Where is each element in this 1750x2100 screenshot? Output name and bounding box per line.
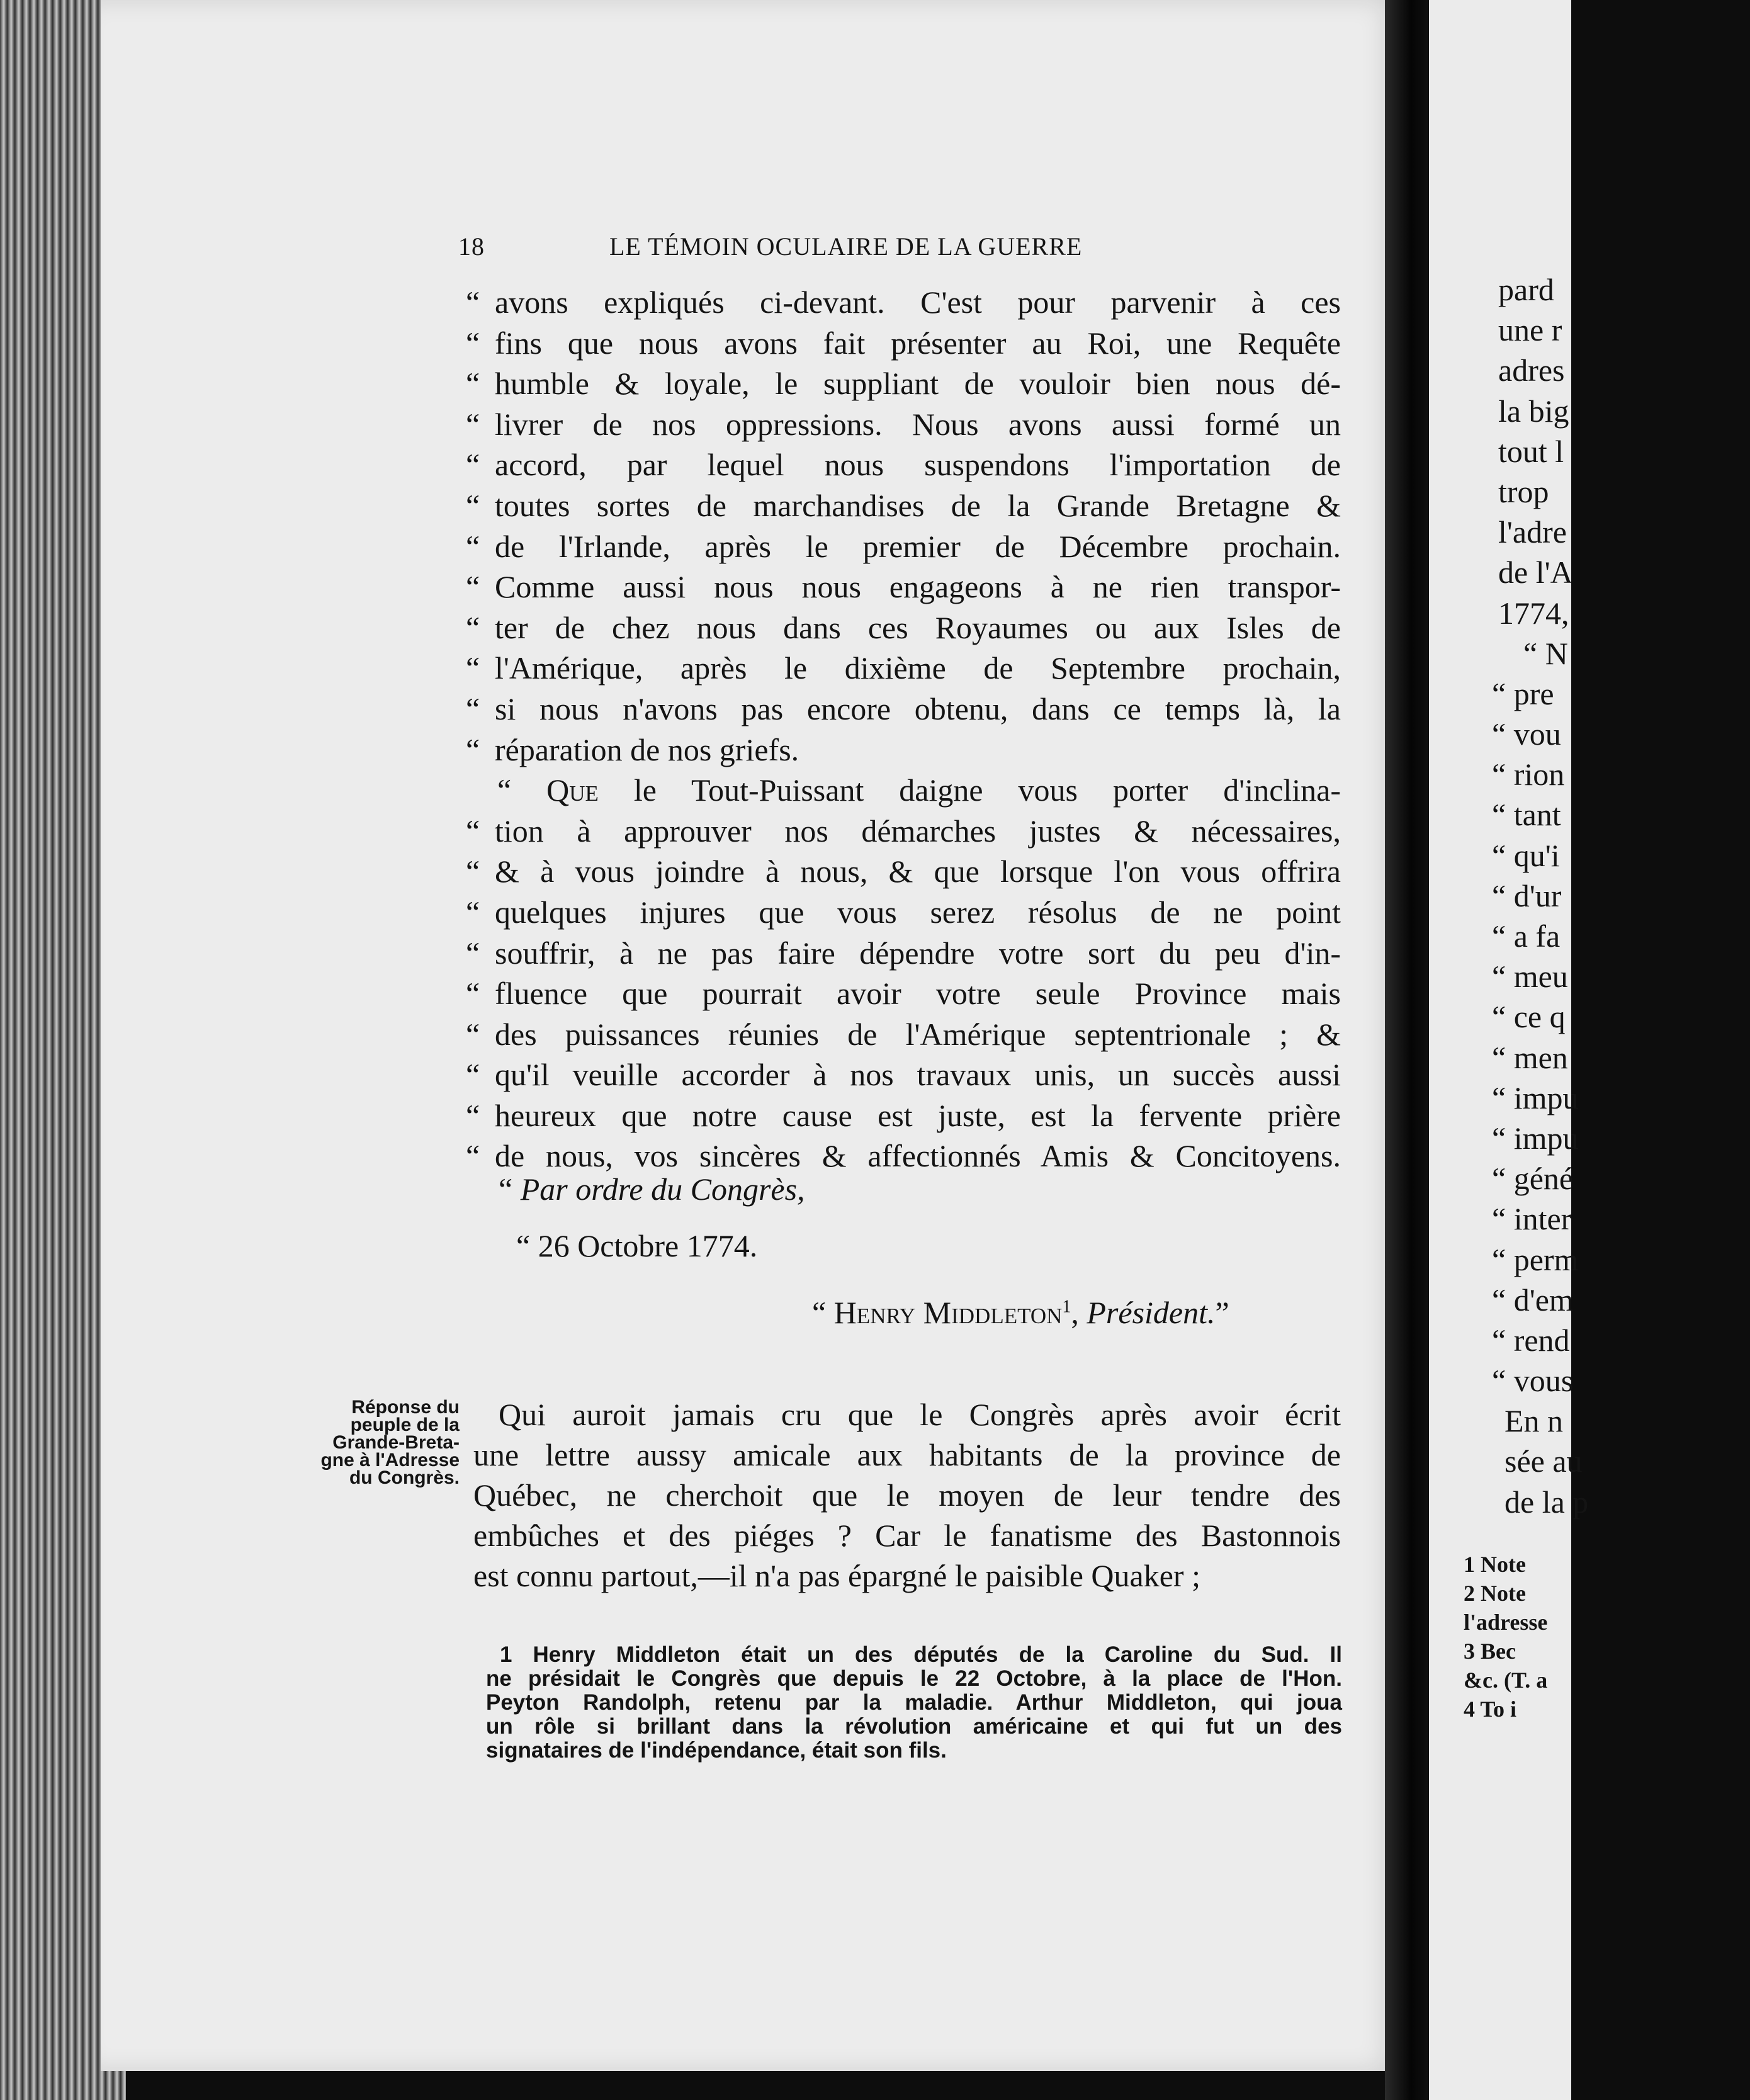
- signature-date: “ 26 Octobre 1774.: [516, 1228, 758, 1263]
- quoted-letter: [466, 282, 1341, 1177]
- right-page-line: une r: [1498, 312, 1562, 348]
- letter-line: [466, 851, 1341, 892]
- right-page-note-line: 2 Note: [1464, 1581, 1526, 1606]
- letter-paragraph-2-first-line: “ Que le Tout-Puissant daigne vous porter d'inclina-: [497, 772, 1341, 808]
- letter-line: [466, 404, 1341, 445]
- letter-line: [466, 730, 1341, 771]
- letter-line: [466, 892, 1341, 933]
- right-page-line: En n: [1504, 1403, 1564, 1439]
- quote-mark: “: [466, 325, 480, 361]
- letter-line: [466, 933, 1341, 974]
- right-page-line: trop: [1498, 473, 1549, 509]
- quote-mark: “: [466, 1016, 480, 1052]
- letter-paragraph-1: [466, 282, 1341, 770]
- right-page-line: “ men: [1492, 1039, 1568, 1075]
- line-text: heureux que notre cause est juste, est la fervente prière: [495, 1097, 1341, 1133]
- quote-mark: “: [466, 406, 480, 442]
- line-text: toutes sortes de marchandises de la Grande Bretagne &: [495, 487, 1341, 523]
- line-text: & à vous joindre à nous, & que lorsque l'on vous offrira: [495, 854, 1341, 889]
- right-page-line: adres: [1498, 353, 1565, 388]
- quote-mark: “: [466, 894, 480, 930]
- quote-mark: “: [466, 731, 480, 767]
- letter-line: [466, 811, 1341, 852]
- right-page-line: sée au: [1504, 1443, 1583, 1479]
- line-text: des puissances réunies de l'Amérique septentrionale ; &: [495, 1016, 1341, 1052]
- right-page-line: “ géné: [1492, 1161, 1574, 1197]
- letter-line: [466, 1014, 1341, 1055]
- signature-order: “ Par ordre du Congrès,: [499, 1171, 805, 1207]
- margin-note-line: Réponse du: [351, 1397, 460, 1418]
- quote-mark: “: [466, 487, 480, 523]
- line-text: souffrir, à ne pas faire dépendre votre sort du peu d'in-: [495, 935, 1341, 971]
- footnote-line: signataires de l'indépendance, était son fils.: [486, 1738, 947, 1763]
- right-page-line: “ impu: [1492, 1080, 1579, 1115]
- small-caps-word: Que: [546, 772, 599, 808]
- right-page-line: “ vous: [1492, 1363, 1574, 1399]
- main-paragraph: [473, 1394, 1341, 1596]
- line-text: humble & loyale, le suppliant de vouloir bien nous dé-: [495, 366, 1341, 402]
- right-page-line: “ impu: [1492, 1120, 1579, 1156]
- footnote-line: un rôle si brillant dans la révolution américaine et qui fut un des: [486, 1714, 1342, 1739]
- right-page-note-line: &c. (T. a: [1464, 1668, 1548, 1693]
- line-text: réparation de nos griefs.: [495, 731, 799, 767]
- page-number: 18: [458, 232, 485, 261]
- quote-mark: “: [466, 650, 480, 686]
- line-text: de nous, vos sincères & affectionnés Amis & Concitoyens.: [495, 1138, 1341, 1174]
- quote-mark: “: [466, 691, 480, 726]
- line-text: l'Amérique, après le dixième de Septembre prochain,: [495, 650, 1341, 686]
- line-text: ter de chez nous dans ces Royaumes ou aux Isles de: [495, 609, 1341, 645]
- right-page-line: de l'A: [1498, 555, 1573, 590]
- book-gutter: [1385, 0, 1429, 2100]
- right-page-line: pard: [1498, 272, 1554, 307]
- letter-line: [466, 1054, 1341, 1095]
- quote-mark: “: [466, 813, 480, 849]
- footnote-line: 1 Henry Middleton était un des députés de la Caroline du Sud. Il: [500, 1642, 1342, 1667]
- quote-mark: “: [466, 854, 480, 889]
- right-page-line: l'adre: [1498, 514, 1567, 550]
- footnote: [486, 1643, 1342, 1763]
- right-page-line: tout l: [1498, 433, 1564, 469]
- right-page-note-line: l'adresse: [1464, 1610, 1548, 1635]
- paragraph-line: est connu partout,—il n'a pas épargné le paisible Quaker ;: [473, 1558, 1200, 1593]
- right-page-line: “ pre: [1492, 675, 1554, 711]
- right-page-note-line: 1 Note: [1464, 1552, 1526, 1577]
- right-page-text: [1492, 269, 1750, 1522]
- quote-mark: “: [466, 366, 480, 402]
- line-text: tion à approuver nos démarches justes & nécessaires,: [495, 813, 1341, 849]
- line-text: fins que nous avons fait présenter au Roi, une Requête: [495, 325, 1341, 361]
- right-page-notes: [1464, 1550, 1547, 1724]
- paragraph-line: une lettre aussy amicale aux habitants de la province de: [473, 1437, 1341, 1472]
- margin-note-line: du Congrès.: [349, 1467, 460, 1488]
- line-text: quelques injures que vous serez résolus de ne point: [495, 894, 1341, 930]
- line-text: accord, par lequel nous suspendons l'importation de: [495, 447, 1341, 483]
- right-page-line: “ vou: [1492, 716, 1561, 752]
- quote-mark: “: [466, 447, 480, 483]
- signature-name: “ Henry Middleton$^1$, Président.”: [812, 1295, 1229, 1330]
- paragraph-line: embûches et des piéges ? Car le fanatisme des Bastonnois: [473, 1518, 1341, 1553]
- line-text: Comme aussi nous nous engageons à ne rien transpor-: [495, 569, 1341, 605]
- footnote-line: ne présidait le Congrès que depuis le 22 Octobre, à la place de l'Hon.: [486, 1666, 1342, 1691]
- line-text: si nous n'avons pas encore obtenu, dans ce temps là, la: [495, 691, 1341, 726]
- letter-line: [466, 567, 1341, 607]
- letter-paragraph-2: [466, 811, 1341, 1177]
- right-page-note-line: 3 Bec: [1464, 1639, 1516, 1664]
- quote-mark: “: [466, 1097, 480, 1133]
- line-text: livrer de nos oppressions. Nous avons aussi formé un: [495, 406, 1341, 442]
- right-page-line: “ tant: [1492, 797, 1561, 833]
- right-page-line: de la p: [1504, 1484, 1589, 1520]
- quote-mark: “: [466, 1138, 480, 1174]
- quote-mark: “: [466, 609, 480, 645]
- margin-note-line: peuple de la: [350, 1414, 460, 1435]
- letter-line: [466, 363, 1341, 404]
- letter-line: [466, 973, 1341, 1014]
- right-page-line: 1774,: [1498, 595, 1569, 631]
- letter-line: [466, 1095, 1341, 1136]
- margin-note: [290, 1399, 460, 1487]
- right-page-line: “ qu'i: [1492, 837, 1560, 873]
- margin-note-line: Grande-Breta-: [332, 1432, 460, 1453]
- quote-mark: “: [466, 569, 480, 605]
- footnote-line: Peyton Randolph, retenu par la maladie. Arthur Middleton, qui joua: [486, 1690, 1342, 1715]
- paragraph-line: Qui auroit jamais cru que le Congrès après avoir écrit: [499, 1397, 1341, 1432]
- quote-mark: “: [466, 1057, 480, 1093]
- line-text: qu'il veuille accorder à nos travaux unis, un succès aussi: [495, 1057, 1341, 1093]
- letter-line: [466, 689, 1341, 730]
- right-page-line: “ d'ur: [1492, 878, 1562, 913]
- right-page-line: “ rion: [1492, 757, 1565, 793]
- right-page-line: “ N: [1523, 635, 1568, 671]
- right-page-line: “ d'em: [1492, 1282, 1574, 1318]
- right-page-line: “ a fa: [1492, 918, 1561, 954]
- letter-line: [466, 526, 1341, 567]
- letter-line: [466, 607, 1341, 648]
- quote-mark: “: [466, 976, 480, 1012]
- quote-mark: “: [466, 935, 480, 971]
- letter-line: [466, 282, 1341, 323]
- margin-note-line: gne à l'Adresse: [320, 1450, 460, 1471]
- line-text: fluence que pourrait avoir votre seule Province mais: [495, 976, 1341, 1012]
- line-text: de l'Irlande, après le premier de Décembre prochain.: [495, 528, 1341, 564]
- quote-mark: “: [466, 528, 480, 564]
- right-page-line: “ inter: [1492, 1201, 1572, 1237]
- right-page-line: “ meu: [1492, 959, 1568, 995]
- right-page-line: “ ce q: [1492, 999, 1566, 1035]
- letter-line: [466, 485, 1341, 526]
- right-page-line: la big: [1498, 393, 1569, 429]
- letter-line: [466, 444, 1341, 485]
- line-text: avons expliqués ci-devant. C'est pour parvenir à ces: [495, 285, 1341, 320]
- footnote-ref: 1: [1062, 1297, 1071, 1317]
- quote-mark: “: [466, 285, 480, 320]
- paragraph-line: Québec, ne cherchoit que le moyen de leur tendre des: [473, 1477, 1341, 1513]
- right-page-line: “ perm: [1492, 1241, 1579, 1277]
- letter-line: [466, 648, 1341, 689]
- right-page-line: “ rend: [1492, 1322, 1570, 1358]
- letter-line: [466, 323, 1341, 364]
- right-page-note-line: 4 To i: [1464, 1696, 1517, 1722]
- running-title: LE TÉMOIN OCULAIRE DE LA GUERRE: [609, 232, 1083, 261]
